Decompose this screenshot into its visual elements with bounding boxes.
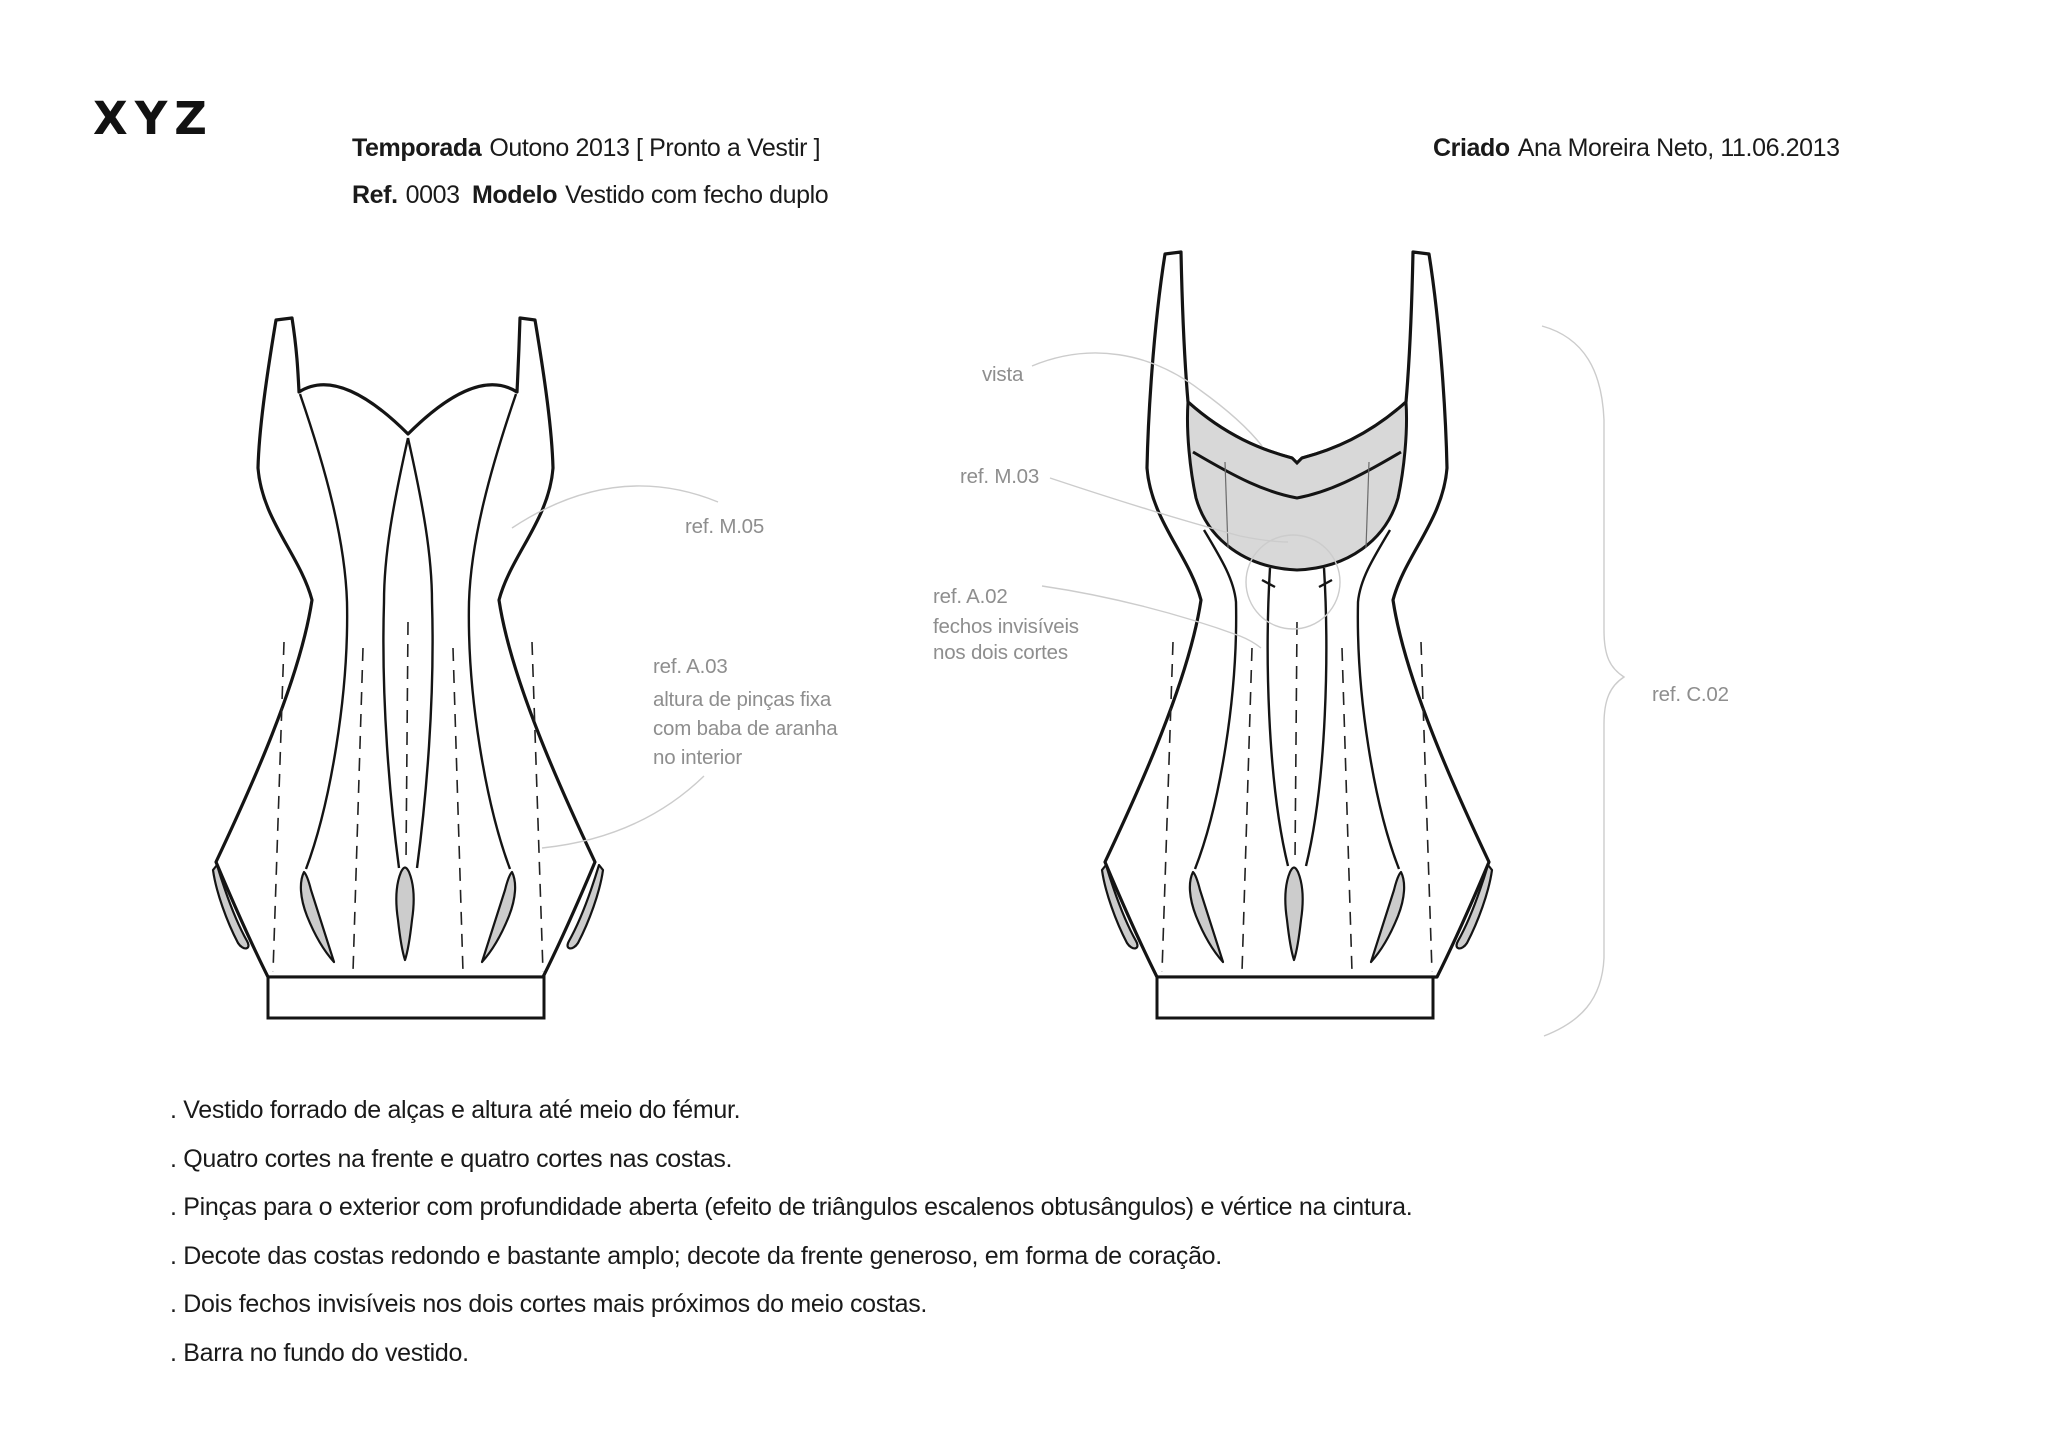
created-label: Criado — [1433, 134, 1510, 162]
annotation-ref-a03 — [653, 652, 837, 772]
annotation-ref-m05: ref. M.05 — [685, 515, 765, 538]
annotation-a03-line3: no interior — [653, 746, 742, 769]
construction-notes — [170, 1086, 1412, 1378]
annotation-a02-line1: fechos invisíveis — [933, 615, 1079, 638]
header-created-group — [1433, 134, 1840, 163]
model-label: Modelo — [472, 181, 558, 209]
season-value: Outono 2013 [ Pronto a Vestir ] — [489, 134, 821, 162]
note-item: . Quatro cortes na frente e quatro cortes nas costas. — [170, 1144, 733, 1173]
annotation-a02-line2: nos dois cortes — [933, 641, 1068, 664]
ref-label: Ref. — [352, 181, 398, 209]
note-item: . Barra no fundo do vestido. — [170, 1338, 469, 1367]
header-line-season — [352, 134, 820, 163]
created-value: Ana Moreira Neto, 11.06.2013 — [1517, 134, 1840, 162]
front-view-drawing — [213, 318, 603, 1018]
note-item: . Pinças para o exterior com profundidade aberta (efeito de triângulos escalenos obtusângulos) e vértice na cintura. — [170, 1193, 1413, 1222]
annotation-a02-ref: ref. A.02 — [933, 585, 1008, 608]
annotation-a03-ref: ref. A.03 — [653, 655, 728, 678]
note-item: . Vestido forrado de alças e altura até meio do fémur. — [170, 1096, 741, 1124]
annotation-ref-c02: ref. C.02 — [1652, 683, 1729, 706]
brand-logo: XYZ — [93, 92, 214, 145]
model-value: Vestido com fecho duplo — [565, 181, 829, 209]
annotation-a03-line1: altura de pinças fixa — [653, 688, 832, 711]
annotation-a03-line2: com baba de aranha — [653, 717, 838, 740]
back-silhouette — [1105, 252, 1489, 977]
annotation-ref-a02 — [933, 584, 1079, 666]
header-model-group — [472, 181, 828, 210]
note-item: . Decote das costas redondo e bastante amplo; decote da frente generoso, em forma de coração. — [170, 1241, 1222, 1270]
annotation-ref-m03: ref. M.03 — [960, 465, 1040, 488]
annotation-vista: vista — [982, 363, 1024, 386]
ref-value: 0003 — [405, 181, 460, 209]
range-brace-c02 — [1542, 326, 1624, 1036]
note-item: . Dois fechos invisíveis nos dois cortes mais próximos do meio costas. — [170, 1290, 928, 1319]
header-ref-group — [352, 181, 460, 210]
season-label: Temporada — [352, 134, 482, 162]
